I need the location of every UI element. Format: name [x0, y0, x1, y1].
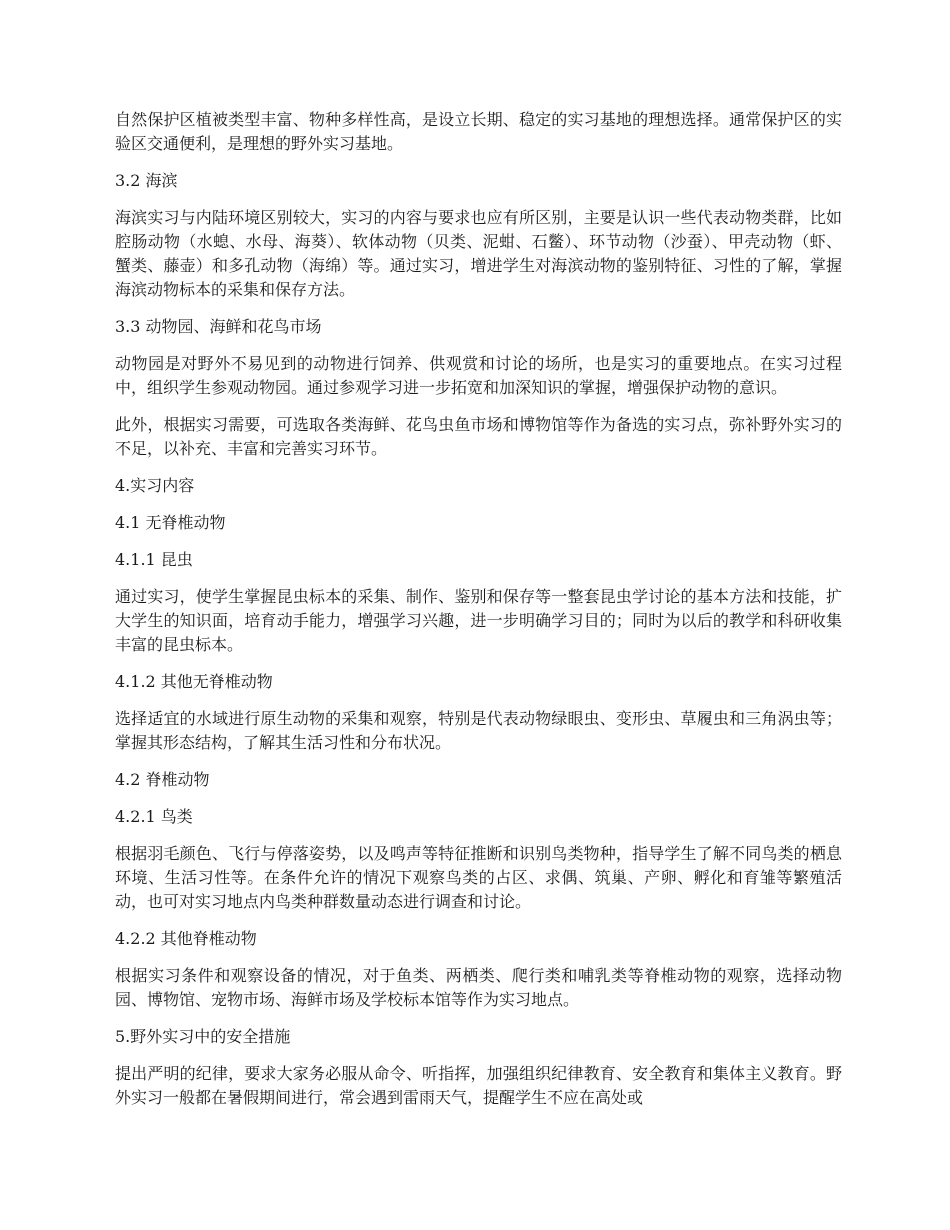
section-heading: 3.2 海滨	[115, 171, 178, 190]
document-body	[115, 108, 842, 1123]
section-heading: 4.1.1 昆虫	[115, 550, 193, 569]
paragraph: 提出严明的纪律，要求大家务必服从命令、听指挥，加强组织纪律教育、安全教育和集体主义教育。野外实习一般都在暑假期间进行，常会遇到雷雨天气，提醒学生不应在高处或	[115, 1064, 842, 1107]
section-heading: 4.2 脊椎动物	[115, 770, 210, 789]
paragraph: 选择适宜的水域进行原生动物的采集和观察，特别是代表动物绿眼虫、变形虫、草履虫和三角涡虫等；掌握其形态结构，了解其生活习性和分布状况。	[115, 709, 842, 752]
section-heading: 4.2.2 其他脊椎动物	[115, 929, 257, 948]
paragraph: 此外，根据实习需要，可选取各类海鲜、花鸟虫鱼市场和博物馆等作为备选的实习点，弥补野外实习的不足，以补充、丰富和完善实习环节。	[115, 415, 842, 458]
paragraph: 自然保护区植被类型丰富、物种多样性高，是设立长期、稳定的实习基地的理想选择。通常保护区的实验区交通便利，是理想的野外实习基地。	[115, 110, 842, 153]
section-heading: 5.野外实习中的安全措施	[115, 1027, 291, 1046]
section-heading: 4.1.2 其他无脊椎动物	[115, 672, 273, 691]
paragraph: 动物园是对野外不易见到的动物进行饲养、供观赏和讨论的场所，也是实习的重要地点。在实习过程中，组织学生参观动物园。通过参观学习进一步拓宽和加深知识的掌握，增强保护动物的意识。	[115, 354, 842, 397]
paragraph: 通过实习，使学生掌握昆虫标本的采集、制作、鉴别和保存等一整套昆虫学讨论的基本方法和技能，扩大学生的知识面，培育动手能力，增强学习兴趣，进一步明确学习目的；同时为以后的教学和科研收集丰富的昆虫标本。	[115, 587, 842, 654]
paragraph: 海滨实习与内陆环境区别较大，实习的内容与要求也应有所区别，主要是认识一些代表动物类群，比如腔肠动物（水螅、水母、海葵）、软体动物（贝类、泥蚶、石鳖）、环节动物（沙蚕）、甲壳动物（虾、蟹类、藤壶）和多孔动物（海绵）等。通过实习，增进学生对海滨动物的鉴别特征、习性的了解，掌握海滨动物标本的采集和保存方法。	[115, 208, 842, 299]
section-heading: 4.2.1 鸟类	[115, 807, 193, 826]
section-heading: 4.实习内容	[115, 476, 195, 495]
section-heading: 3.3 动物园、海鲜和花鸟市场	[115, 317, 322, 336]
paragraph: 根据实习条件和观察设备的情况，对于鱼类、两栖类、爬行类和哺乳类等脊椎动物的观察，选择动物园、博物馆、宠物市场、海鲜市场及学校标本馆等作为实习地点。	[115, 966, 842, 1009]
paragraph: 根据羽毛颜色、飞行与停落姿势，以及鸣声等特征推断和识别鸟类物种，指导学生了解不同鸟类的栖息环境、生活习性等。在条件允许的情况下观察鸟类的占区、求偶、筑巢、产卵、孵化和育雏等繁殖活动，也可对实习地点内鸟类种群数量动态进行调查和讨论。	[115, 844, 842, 911]
section-heading: 4.1 无脊椎动物	[115, 513, 226, 532]
